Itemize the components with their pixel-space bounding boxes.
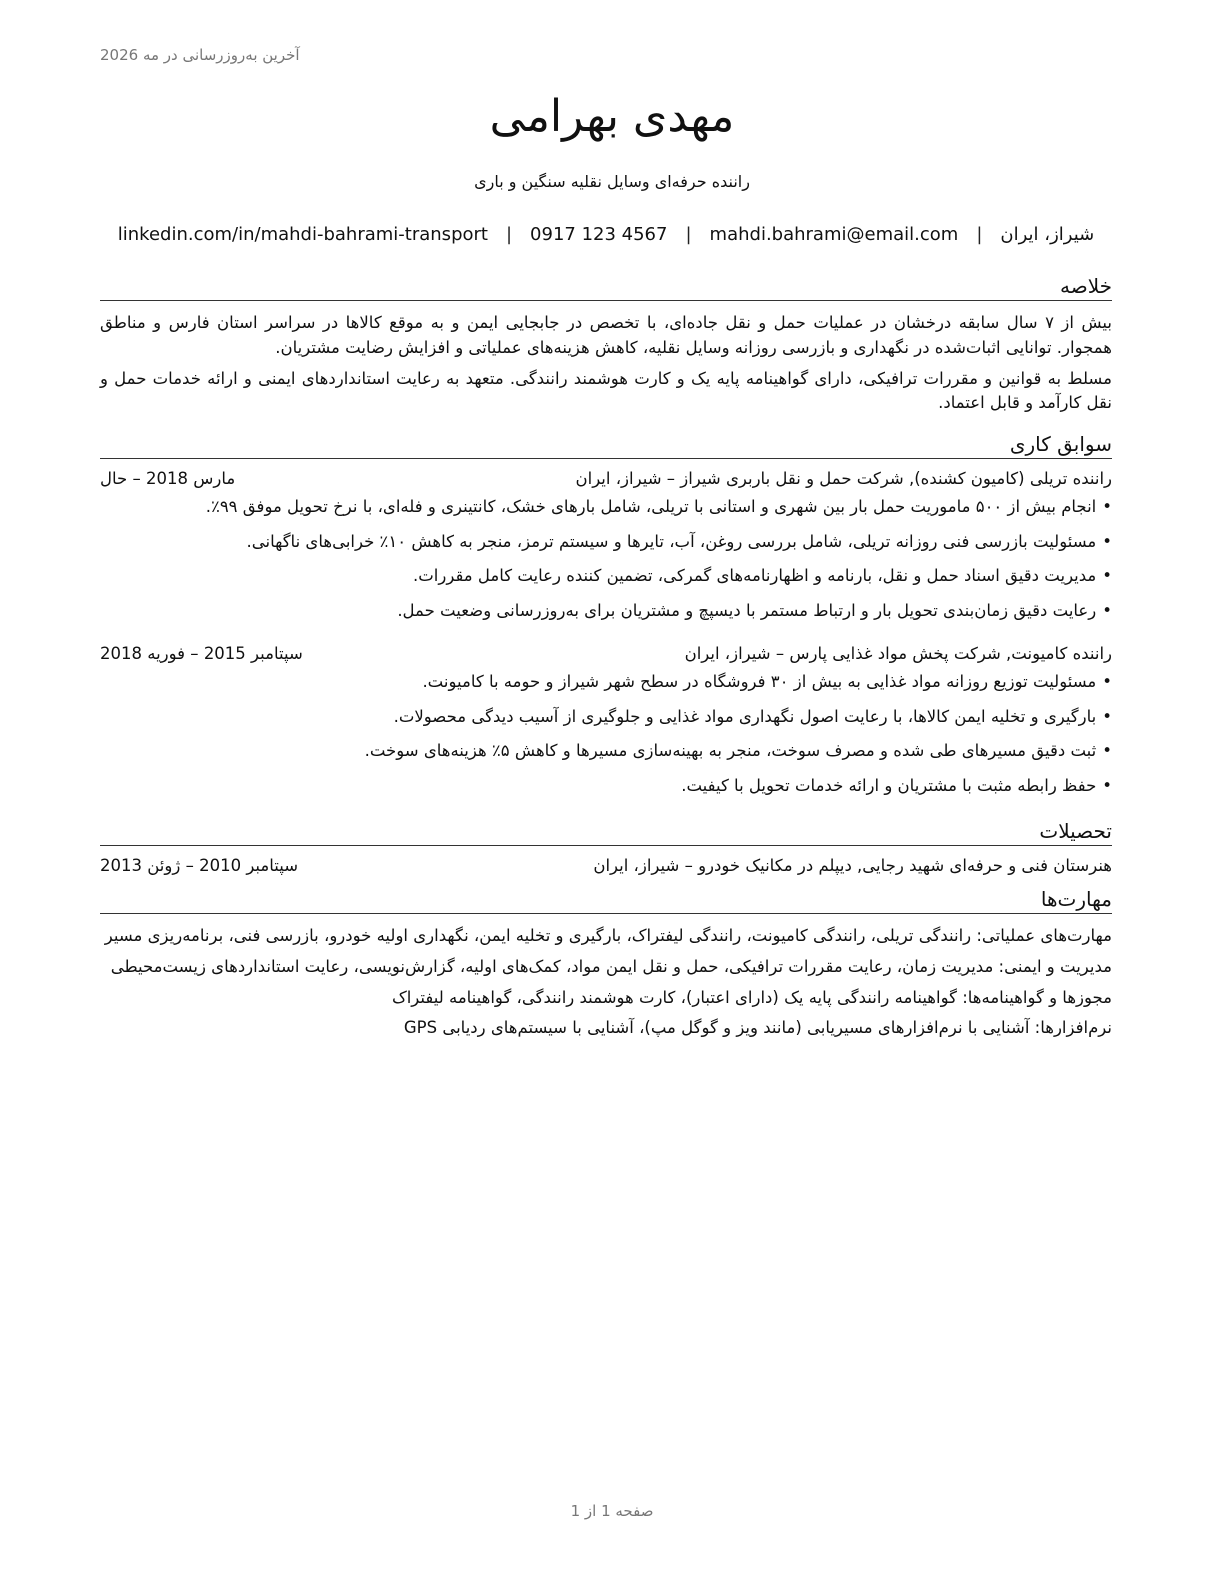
contact-linkedin[interactable]: linkedin.com/in/mahdi-bahrami-transport: [117, 224, 488, 245]
list-item: [100, 490, 1112, 525]
job-dates: سپتامبر 2015 – فوریه 2018: [100, 644, 303, 663]
candidate-name: مهدی بهرامی: [489, 91, 735, 142]
skill-line: مدیریت و ایمنی: مدیریت زمان، رعایت مقررات ترافیکی، حمل و نقل ایمن مواد، کمک‌های اولیه، گزارش‌نویسی، رعایت استانداردهای زیست‌محیطی: [110, 956, 1112, 976]
contact-email[interactable]: mahdi.bahrami@email.com: [709, 224, 959, 245]
list-item: [100, 734, 1112, 769]
bullet-icon: •: [1102, 706, 1112, 726]
summary-section: [100, 274, 1112, 416]
skills-heading: مهارت‌ها: [100, 887, 1112, 914]
bullet-text: انجام بیش از ۵۰۰ ماموریت حمل بار بین شهری و استانی با تریلی، شامل بارهای خشک، کانتینری و فله‌ای، با نرخ تحویل موفق ۹۹٪.: [205, 497, 1097, 516]
skill-line: مجوزها و گواهینامه‌ها: گواهینامه رانندگی پایه یک (دارای اعتبار)، کارت هوشمند رانندگی، گواهینامه لیفتراک: [391, 987, 1112, 1007]
list-item: [100, 665, 1112, 700]
job-bullets: [100, 665, 1112, 803]
job-bullets: [100, 490, 1112, 628]
skill-line: مهارت‌های عملیاتی: رانندگی تریلی، رانندگی کامیونت، رانندگی لیفتراک، بارگیری و تخلیه ایمن، نگهداری اولیه خودرو، بازرسی فنی، برنامه‌ریزی مسیر: [104, 926, 1112, 945]
experience-section: [100, 432, 1112, 803]
summary-paragraph: مسلط به قوانین و مقررات ترافیکی، دارای گواهینامه پایه یک و کارت هوشمند رانندگی. متعهد به رعایت استانداردهای ایمنی و ارائه خدمات حمل و نقل کارآمد و قابل اعتماد.: [100, 368, 1112, 413]
contact-separator: |: [505, 224, 513, 245]
bullet-text: مدیریت دقیق اسناد حمل و نقل، بارنامه و اظهارنامه‌های گمرکی، تضمین کننده رعایت کامل مقررات.: [413, 566, 1097, 585]
summary-paragraph: بیش از ۷ سال سابقه درخشان در عملیات حمل و نقل جاده‌ای، با تخصص در جابجایی ایمن و به موقع کالاها در سراسر استان فارس و مناطق همجوار. توانایی اثبات‌شده در نگهداری و بازرسی روزانه وسایل نقلیه، کاهش هزینه‌های عملیاتی و افزایش رضایت مشتریان.: [100, 313, 1112, 357]
education-school-degree: هنرستان فنی و حرفه‌ای شهید رجایی, دیپلم در مکانیک خودرو – شیراز، ایران: [593, 856, 1112, 875]
bullet-text: حفظ رابطه مثبت با مشتریان و ارائه خدمات تحویل با کیفیت.: [681, 775, 1097, 795]
bullet-icon: •: [1102, 741, 1112, 760]
education-dates: سپتامبر 2010 – ژوئن 2013: [100, 856, 299, 875]
bullet-icon: •: [1102, 672, 1112, 691]
contact-phone: 0917 123 4567: [530, 224, 668, 245]
last-updated-note: آخرین به‌روزرسانی در مه 2026: [100, 46, 300, 64]
list-item: [100, 700, 1112, 735]
job-title-company: راننده کامیونت, شرکت پخش مواد غذایی پارس – شیراز، ایران: [684, 644, 1112, 663]
skill-line: نرم‌افزارها: آشنایی با نرم‌افزارهای مسیریابی (مانند ویز و گوگل مپ)، آشنایی با سیستم‌های ردیابی GPS: [403, 1018, 1112, 1038]
job-title-company: راننده تریلی (کامیون کشنده), شرکت حمل و نقل باربری شیراز – شیراز، ایران: [575, 469, 1112, 488]
summary-heading: خلاصه: [100, 274, 1112, 301]
job-entry: [100, 469, 1112, 628]
job-entry: [100, 644, 1112, 803]
education-heading: تحصیلات: [100, 819, 1112, 846]
education-entry: [100, 856, 1112, 875]
bullet-icon: •: [1102, 531, 1112, 551]
page-number: صفحه 1 از 1: [570, 1502, 654, 1520]
bullet-icon: •: [1102, 600, 1112, 620]
experience-heading: سوابق کاری: [100, 432, 1112, 459]
resume-body: [100, 274, 1112, 1047]
list-item: [100, 769, 1112, 804]
bullet-icon: •: [1102, 566, 1112, 585]
list-item: [100, 594, 1112, 629]
bullet-text: ثبت دقیق مسیرهای طی شده و مصرف سوخت، منجر به بهینه‌سازی مسیرها و کاهش ۵٪ هزینه‌های سوخت.: [364, 741, 1097, 760]
bullet-icon: •: [1102, 497, 1112, 516]
bullet-icon: •: [1102, 775, 1112, 795]
job-header: [100, 469, 1112, 488]
job-dates: مارس 2018 – حال: [100, 469, 236, 488]
contact-line: [100, 224, 1112, 245]
bullet-text: بارگیری و تخلیه ایمن کالاها، با رعایت اصول نگهداری مواد غذایی و جلوگیری از آسیب دیدگی محصولات.: [393, 706, 1097, 726]
contact-separator: |: [685, 224, 692, 245]
bullet-text: رعایت دقیق زمان‌بندی تحویل بار و ارتباط مستمر با دیسپچ و مشتریان برای به‌روزرسانی وضعیت حمل.: [397, 600, 1097, 620]
skills-section: [100, 887, 1112, 1041]
bullet-text: مسئولیت توزیع روزانه مواد غذایی به بیش از ۳۰ فروشگاه در سطح شهر شیراز و حومه با کامیونت.: [422, 672, 1097, 691]
candidate-title: راننده حرفه‌ای وسایل نقلیه سنگین و باری: [474, 172, 750, 191]
bullet-text: مسئولیت بازرسی فنی روزانه تریلی، شامل بررسی روغن، آب، تایرها و سیستم ترمز، منجر به کاهش ۱۰٪ خرابی‌های ناگهانی.: [246, 531, 1097, 551]
education-section: [100, 819, 1112, 875]
job-header: [100, 644, 1112, 663]
list-item: [100, 559, 1112, 594]
list-item: [100, 525, 1112, 560]
contact-separator: |: [976, 224, 983, 245]
contact-location: شیراز، ایران: [1000, 224, 1095, 245]
